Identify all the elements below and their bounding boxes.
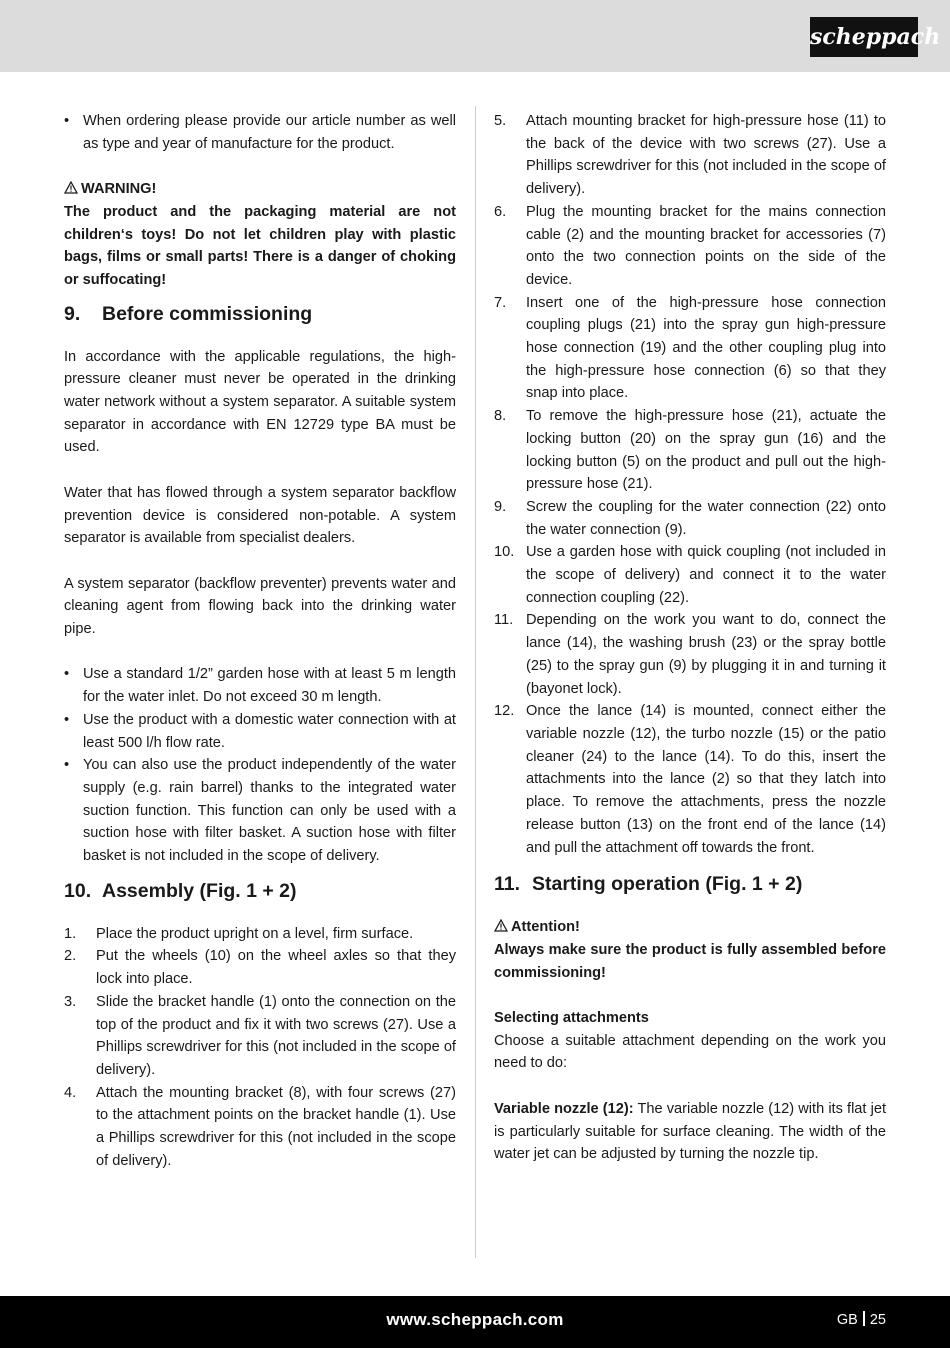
section-heading-10: 10. Assembly (Fig. 1 + 2) — [64, 879, 297, 902]
paragraph: Choose a suitable attachment depending on the work you need to do: — [494, 1032, 886, 1072]
brand-logo: scheppach — [810, 17, 918, 57]
numbered-step: 5. Attach mounting bracket for high-pressure hose (11) to the back of the device with two screws (27). Use a Phillips screwdriver for this (not included in the scope of delivery). — [494, 113, 886, 198]
bullet-icon: • — [64, 711, 70, 728]
page-number: GB 25 — [836, 1312, 886, 1328]
website-link[interactable]: www.scheppach.com — [386, 1310, 564, 1329]
numbered-step: 2. Put the wheels (10) on the wheel axles so that they lock into place. — [64, 948, 456, 988]
right-column — [494, 110, 886, 1166]
numbered-step: 8. To remove the high-pressure hose (21), actuate the locking button (20) on the spray gun (16) and the locking button (5) on the product and pull out the high-pressure hose (21). — [494, 408, 886, 493]
separator — [863, 1311, 865, 1326]
numbered-step: 11. Depending on the work you want to do, connect the lance (14), the washing brush (23) or the spray bottle (25) to the spray gun (9) by plugging it in and turning it (bayonet lock). — [494, 612, 886, 697]
warning-text: The product and the packaging material are not children‘s toys! Do not let children play with plastic bags, films or small parts! There is a danger of choking or suffocating! — [64, 203, 456, 288]
bullet-icon: • — [64, 666, 70, 683]
numbered-step: 10. Use a garden hose with quick coupling (not included in the scope of delivery) and connect it to the water connection coupling (22). — [494, 544, 886, 606]
paragraph: A system separator (backflow preventer) prevents water and cleaning agent from flowing back into the drinking water pipe. — [64, 575, 456, 638]
numbered-step: 7. Insert one of the high-pressure hose connection coupling plugs (21) into the spray gun high-pressure hose connection (19) and the other coupling plug into the high-pressure hose connection (6) so that they snap into place. — [494, 294, 886, 402]
list-item: • You can also use the product independently of the water supply (e.g. rain barrel) thanks to the integrated water suction function. This function can only be used with a suction hose with filter basket. A suction hose with filter basket is not included in the scope of delivery. — [64, 754, 456, 868]
paragraph: Variable nozzle (12): The variable nozzle (12) with its flat jet is particularly suitable for surface cleaning. The width of the water jet can be adjusted by turning the nozzle tip. — [494, 1100, 887, 1163]
list-item: • Use the product with a domestic water connection with at least 500 l/h flow rate. — [64, 709, 456, 754]
paragraph: Water that has flowed through a system separator backflow prevention device is considered non-potable. A system separator is available from specialist dealers. — [64, 484, 456, 547]
subheading: Selecting attachments — [494, 1010, 649, 1026]
warning-triangle-icon — [494, 919, 508, 932]
section-heading-11: 11. Starting operation (Fig. 1 + 2) — [494, 873, 803, 896]
numbered-step: 3. Slide the bracket handle (1) onto the connection on the top of the product and fix it with two screws (27). Use a Phillips screwdriver for this (not included in the scope of delivery). — [64, 993, 456, 1078]
column-divider — [475, 106, 476, 1258]
warning-triangle-icon — [64, 181, 78, 194]
bullet-icon: • — [64, 757, 70, 774]
warning-heading: WARNING! — [64, 178, 456, 201]
paragraph: In accordance with the applicable regulations, the high-pressure cleaner must never be operated in the drinking water network without a system separator. A suitable system separator in accordance with EN 12729 type BA must be used. — [64, 348, 456, 456]
list-item: • Use a standard 1/2” garden hose with at least 5 m length for the water inlet. Do not exceed 30 m length. — [64, 663, 456, 708]
page-footer — [0, 1296, 950, 1348]
section-heading-9: 9. Before commissioning — [64, 302, 313, 325]
numbered-step: 4. Attach the mounting bracket (8), with four screws (27) to the attachment points on the bracket handle (1). Use a Phillips screwdriver for this (not included in the scope of delivery). — [64, 1084, 456, 1169]
list-item: • When ordering please provide our article number as well as type and year of manufacture for the product. — [64, 110, 456, 155]
attention-heading: Attention! — [494, 916, 886, 939]
numbered-step: 1. Place the product upright on a level, firm surface. — [64, 925, 414, 942]
numbered-step: 12. Once the lance (14) is mounted, connect either the variable nozzle (12), the turbo nozzle (15) or the patio cleaner (24) to the lance (14). To do this, insert the attachments into the lance (2) so that they latch into place. To remove the attachments, press the nozzle release button (13) on the front end of the lance (14) and pull the attachment off towards the front. — [494, 703, 886, 856]
page-header — [0, 0, 950, 72]
numbered-step: 6. Plug the mounting bracket for the mains connection cable (2) and the mounting bracket for accessories (7) onto the two connection points on the side of the device. — [494, 203, 886, 288]
bullet-icon: • — [64, 113, 70, 129]
attention-text: Always make sure the product is fully assembled before commissioning! — [494, 941, 886, 981]
numbered-step: 9. Screw the coupling for the water connection (22) onto the water connection (9). — [494, 498, 886, 538]
left-column — [64, 110, 456, 1172]
